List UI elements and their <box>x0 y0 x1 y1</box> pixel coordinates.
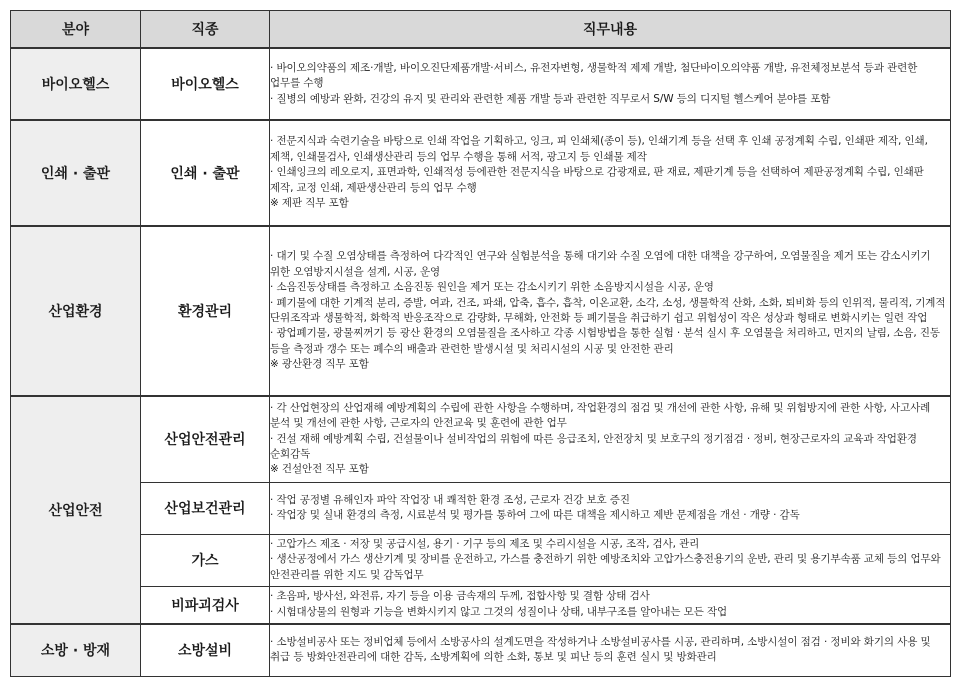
duty-line: ※ 제판 직무 포함 <box>270 197 349 210</box>
table-row <box>11 226 951 396</box>
job-type-cell: 비파괴검사 <box>141 586 270 624</box>
table-row <box>11 624 951 676</box>
job-type-cell: 가스 <box>141 534 270 586</box>
job-type-cell: 소방설비 <box>141 624 270 676</box>
table-row <box>11 534 951 586</box>
table-row <box>11 396 951 482</box>
duty-line: · 인쇄잉크의 레오로지, 표면과학, 인쇄적성 등에관한 전문지식을 바탕으로 감광재료, 판 재료, 제판기계 등을 선택하여 제판공정계획 수립, 인쇄판 제작, 교정 인쇄, 제판생산관리 등의 업무 수행 <box>270 166 924 194</box>
table-row <box>11 586 951 624</box>
duty-cell <box>270 120 951 226</box>
duty-line: · 소방설비공사 또는 정비업체 등에서 소방공사의 설계도면을 작성하거나 소방설비공사를 시공, 관리하며, 소방시설이 점검 · 정비와 화기의 사용 및 취급 등 방화안전관리에 대한 감독, 소방계획에 의한 소화, 통보 및 피난 등의 훈련 실시 및 방화관리 <box>270 635 931 664</box>
duty-line: · 광업폐기물, 광물찌꺼기 등 광산 환경의 오염물질을 조사하고 각종 시험방법을 통한 실험 · 분석 실시 후 오염물을 처리하고, 먼지의 날림, 소음, 진동 등을 측정과 갱수 또는 폐수의 배출과 관련한 발생시설 및 처리시설의 시공 및 안전한 관리 <box>270 327 940 355</box>
duty-line: · 바이오의약품의 제조·개발, 바이오진단제품개발·서비스, 유전자변형, 생물학적 제제 개발, 첨단바이오의약품 개발, 유전체정보분석 등과 관련한 업무를 수행 <box>270 61 918 90</box>
header-field: 분야 <box>11 11 141 49</box>
table-row <box>11 48 951 120</box>
duty-line: · 폐기물에 대한 기계적 분리, 증발, 여과, 건조, 파쇄, 압축, 흡수, 흡착, 이온교환, 소각, 소성, 생물학적 산화, 소화, 퇴비화 등의 인위적, 물리적, 기계적 단위조작과 생물학적, 화학적 반응조작으로 감량화, 무해화, 안전화 등 폐기물을 취급하기 쉽고 위험성이 작은 성상과 형태로 변화시키는 일련 작업 <box>270 296 946 324</box>
duty-cell <box>270 534 951 586</box>
table-row <box>11 482 951 534</box>
duty-line: ※ 건설안전 직무 포함 <box>270 463 369 476</box>
duty-line: · 초음파, 방사선, 와전류, 자기 등을 이용 금속재의 두께, 접합사항 및 결함 상태 검사 <box>270 590 650 603</box>
field-cell: 바이오헬스 <box>11 48 141 120</box>
header-row <box>11 11 951 49</box>
duty-line: · 작업 공정별 유해인자 파악 작업장 내 쾌적한 환경 조성, 근로자 건강 보호 증진 <box>270 493 630 506</box>
duty-cell <box>270 226 951 396</box>
field-cell: 소방 · 방재 <box>11 624 141 676</box>
field-cell: 인쇄 · 출판 <box>11 120 141 226</box>
duty-line: · 고압가스 제조 · 저장 및 공급시설, 용기 · 기구 등의 제조 및 수리시설을 시공, 조작, 검사, 관리 <box>270 537 700 550</box>
job-duty-table <box>10 10 951 677</box>
job-type-cell: 바이오헬스 <box>141 48 270 120</box>
job-type-cell: 산업안전관리 <box>141 396 270 482</box>
job-type-cell: 산업보건관리 <box>141 482 270 534</box>
header-job-type: 직종 <box>141 11 270 49</box>
duty-line: · 대기 및 수질 오염상태를 측정하여 다각적인 연구와 실험분석을 통해 대기와 수질 오염에 대한 대책을 강구하여, 오염물질을 제거 또는 감소시키기 위한 오염방지시설을 설계, 시공, 운영 <box>270 250 931 278</box>
duty-cell <box>270 586 951 624</box>
duty-line: · 작업장 및 실내 환경의 측정, 시료분석 및 평가를 통하여 그에 따른 대책을 제시하고 제반 문제점을 개선 · 개량 · 감독 <box>270 509 800 521</box>
duty-line: · 생산공정에서 가스 생산기계 및 장비를 운전하고, 가스를 충전하기 위한 예방조치와 고압가스충전용기의 운반, 관리 및 용기부속품 교체 등의 업무와 안전관리를 위한 지도 및 감독업무 <box>270 553 941 581</box>
job-type-cell: 환경관리 <box>141 226 270 396</box>
duty-line: · 질병의 예방과 완화, 건강의 유지 및 관리와 관련한 제품 개발 등과 관련한 직무로서 S/W 등의 디지털 헬스케어 분야를 포함 <box>270 92 831 105</box>
duty-line: · 소음진동상태를 측정하고 소음진동 원인을 제거 또는 감소시키기 위한 소음방지시설을 시공, 운영 <box>270 281 714 294</box>
duty-cell <box>270 624 951 676</box>
duty-cell <box>270 48 951 120</box>
header-duties: 직무내용 <box>270 11 951 49</box>
duty-line: ※ 광산환경 직무 포함 <box>270 358 369 371</box>
field-cell: 산업안전 <box>11 396 141 624</box>
table-row <box>11 120 951 226</box>
duty-line: · 전문지식과 숙련기술을 바탕으로 인쇄 작업을 기획하고, 잉크, 피 인쇄체(종이 등), 인쇄기계 등을 선택 후 인쇄 공정계획 수립, 인쇄판 제작, 인쇄, 제책, 인쇄물검사, 인쇄생산관리 등의 업무 수행을 통해 서적, 광고지 등 인쇄물 제작 <box>270 135 928 163</box>
duty-line: · 각 산업현장의 산업재해 예방계획의 수립에 관한 사항을 수행하며, 작업환경의 점검 및 개선에 관한 사항, 유해 및 위험방지에 관한 사항, 사고사례 분석 및 개선에 관한 사항, 근로자의 안전교육 및 훈련에 관한 업무 <box>270 401 931 430</box>
job-type-cell: 인쇄 · 출판 <box>141 120 270 226</box>
duty-line: · 시험대상물의 원형과 기능을 변화시키지 않고 그것의 성질이나 상태, 내부구조를 알아내는 모든 작업 <box>270 605 728 618</box>
duty-cell <box>270 396 951 482</box>
duty-line: · 건설 재해 예방계획 수립, 건설물이나 설비작업의 위험에 따른 응급조치, 안전장치 및 보호구의 정기점검 · 정비, 현장근로자의 교육과 작업환경 순회감독 <box>270 432 917 460</box>
duty-cell <box>270 482 951 534</box>
field-cell: 산업환경 <box>11 226 141 396</box>
